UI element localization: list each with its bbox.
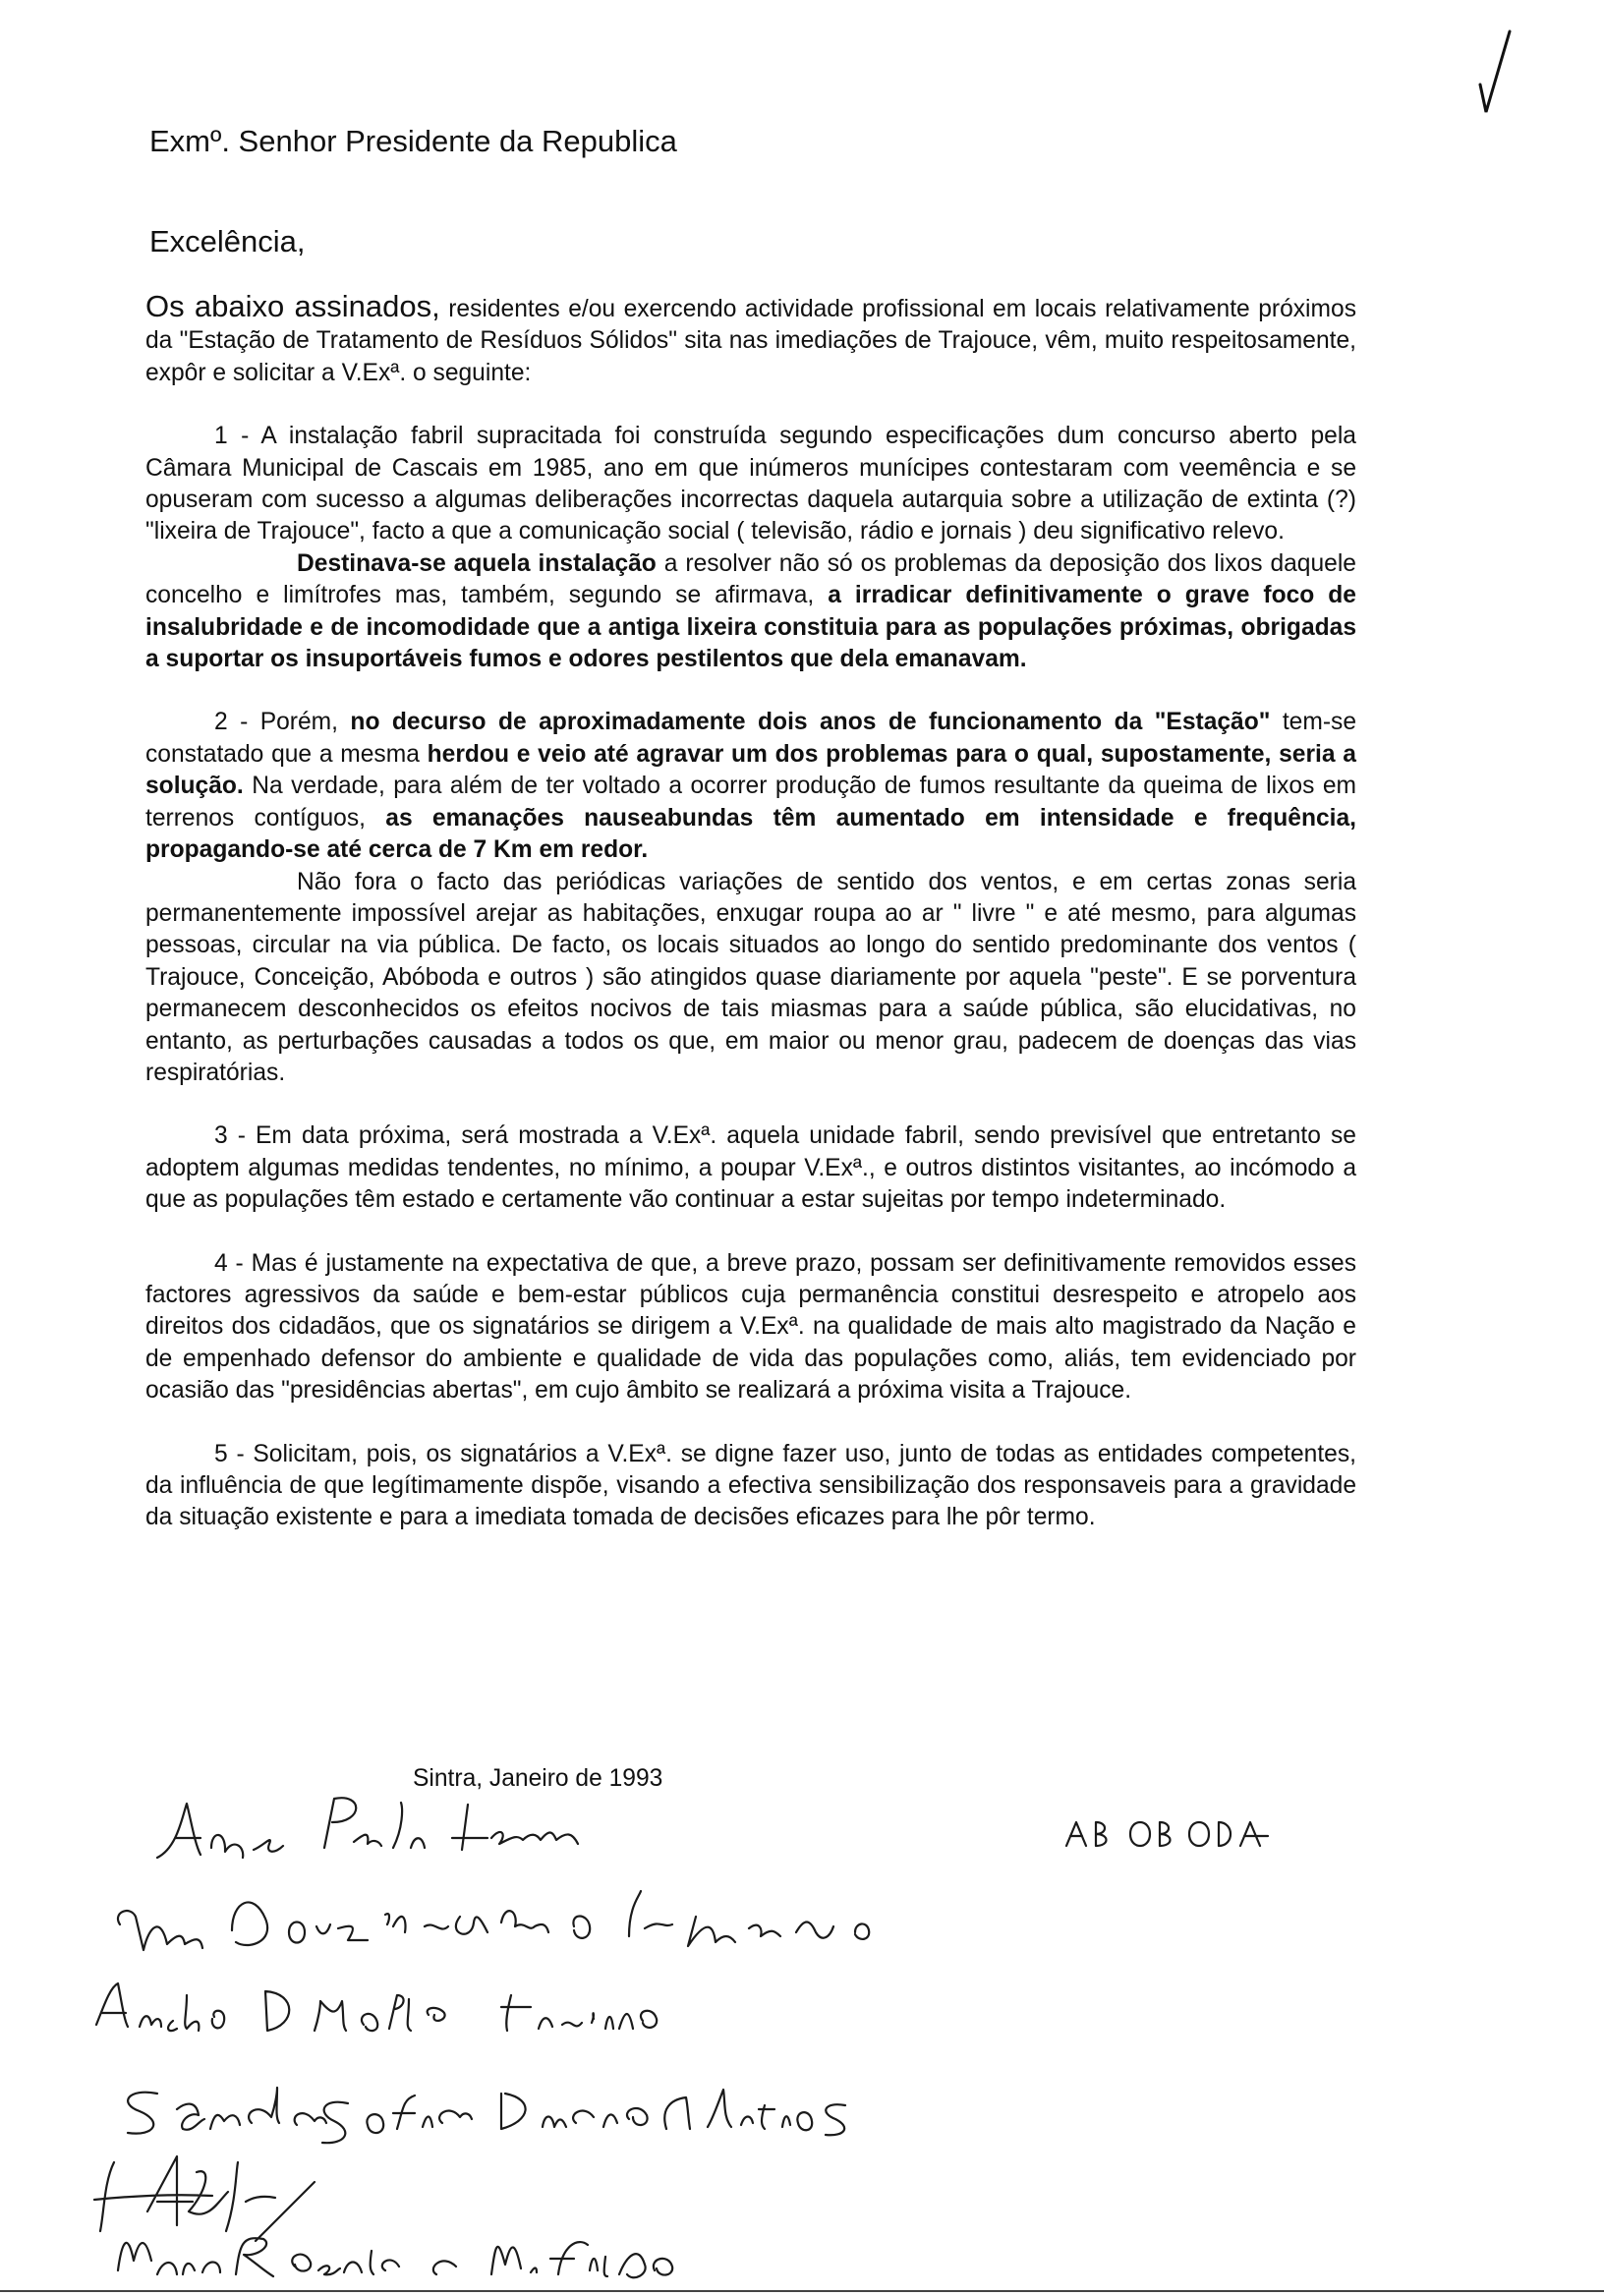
salutation: Excelência, (149, 224, 306, 258)
signature-1 (157, 1798, 578, 1858)
p1b-text-1: a resolver não só os problemas da deposição dos lixos daquele concelho e limítrofes mas, também, segundo se afirmava, (145, 549, 1356, 609)
signature-4 (128, 2088, 845, 2143)
addressee: Exmº. Senhor Presidente da Republica (149, 124, 677, 158)
check-mark-icon (1474, 28, 1514, 116)
p2-text-1: 2 - Porém, (214, 709, 351, 736)
intro-lead: Os abaixo assinados, (145, 289, 440, 323)
paragraph-1: 1 - A instalação fabril supracitada foi construída segundo especificações dum concurso aberto pela Câmara Municipal de Cascais em 1985, ano em que inúmeros munícipes contestaram com veemência e se opuseram com sucesso a algumas deliberações incorrectas daquela autarquia sobre a utilização de extinta (?) "lixeira de Trajouce", facto a que a comunicação social ( televisão, rádio e jornais ) deu significativo relevo. (145, 423, 1356, 545)
handwritten-locality (1066, 1822, 1268, 1846)
p2-bold-3: as emanações nauseabundas têm aumentado em intensidade e frequência, propagando-se até cerca de 7 Km em redor. (145, 804, 1357, 864)
signature-3 (96, 1983, 657, 2031)
paragraph-2 (145, 707, 1356, 866)
page-bottom-rule (0, 2290, 1604, 2292)
intro-text: residentes e/ou exercendo actividade profissional em locais relativamente próximos da "Estação de Tratamento de Resíduos Sólidos" sita nas imediações de Trajouce, vêm, muito respeitosamente, expôr e solicitar a V.Exª. o seguinte: (145, 296, 1356, 386)
p1b-bold-2: a irradicar definitivamente o grave foco de insalubridade e de incomodidade que a antiga lixeira constituia para as populações próximas, obrigadas a suportar os insuportáveis fumos e odores pestilentos que dela emanavam. (145, 582, 1356, 673)
signature-2 (118, 1891, 869, 1950)
paragraph-4: 4 - Mas é justamente na expectativa de que, a breve prazo, possam ser definitivamente removidos esses factores agressivos da saúde e bem-estar públicos cuja permanência constitui desrespeito e atropelo aos direitos dos cidadãos, que os signatários se dirigem a V.Exª. na qualidade de mais alto magistrado da Nação e de empenhado defensor do ambiente e qualidade de vida das populações como, aliás, tem evidenciado por ocasião das "presidências abertas", em cujo âmbito se realizará a próxima visita a Trajouce. (145, 1249, 1356, 1405)
p2-bold-2: herdou e veio até agravar um dos problemas para o qual, supostamente, seria a solução. (145, 740, 1356, 800)
p2-text-3: Na verdade, para além de ter voltado a ocorrer produção de fumos resultante da queima de lixos em terrenos contíguos, (145, 773, 1356, 832)
paragraph-5: 5 - Solicitam, pois, os signatários a V.Exª. se digne fazer uso, junto de todas as entidades competentes, da influência de que legítimamente dispõe, visando a efectiva sensibilização dos responsaveis para a gravidade da situação existente e para a imediata tomada de decisões eficazes para lhe pôr termo. (145, 1440, 1356, 1531)
signatures-image (0, 1779, 1604, 2290)
paragraph-3: 3 - Em data próxima, será mostrada a V.Exª. aquela unidade fabril, sendo previsível que entretanto se adoptem algumas medidas tendentes, no mínimo, a poupar V.Exª., e outros distintos visitantes, ao incómodo a que as populações têm estado e certamente vão continuar a estar sujeitas por tempo indeterminado. (145, 1122, 1356, 1214)
signature-5 (94, 2156, 315, 2241)
place-date: Sintra, Janeiro de 1993 (413, 1765, 663, 1792)
paragraph-2-continuation: Não fora o facto das periódicas variações de sentido dos ventos, e em certas zonas seria permanentemente impossível arejar as habitações, enxugar roupa ao ar " livre " e até mesmo, para algumas pessoas, circular na via pública. De facto, os locais situados ao longo do sentido predominante dos ventos ( Trajouce, Conceição, Abóboda e outros ) são atingidos quase diariamente por aquela "peste". E se porventura permanecem desconhecidos os efeitos nocivos de tais miasmas para a saúde pública, são elucidativas, no entanto, as perturbações causadas a todos os que, em maior ou menor grau, padecem de doenças das vias respiratórias. (145, 868, 1356, 1086)
intro-paragraph (145, 291, 1356, 389)
p2-bold-1: no decurso de aproximadamente dois anos de funcionamento da "Estação" (350, 709, 1271, 736)
signature-6 (118, 2238, 672, 2277)
paragraph-1-continuation (145, 548, 1356, 676)
p1b-bold-1: Destinava-se aquela instalação (297, 549, 657, 577)
p2-text-2: tem-se constatado que a mesma (145, 709, 1357, 768)
letter-body (145, 291, 1356, 1534)
